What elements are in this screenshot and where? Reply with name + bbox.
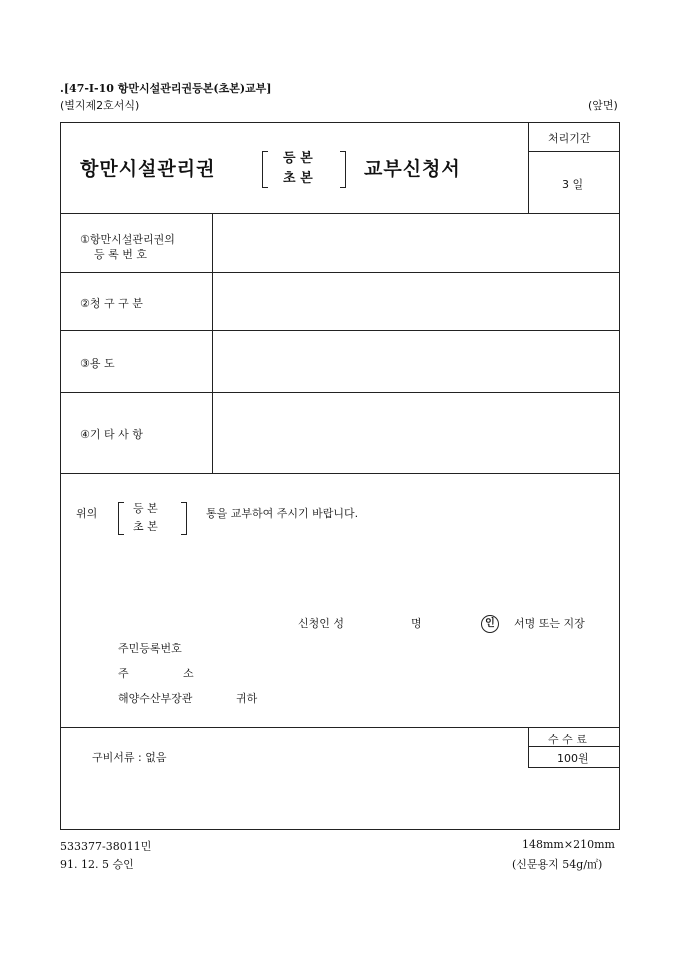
row-line-2 — [60, 272, 620, 273]
field-1-label-line2: 등 록 번 호 — [94, 248, 147, 261]
title-bracket-left — [262, 151, 268, 188]
processing-label: 처리기간 — [548, 132, 591, 145]
resident-number-label: 주민등록번호 — [118, 642, 182, 655]
row-line-4 — [60, 392, 620, 393]
footer-size: 148mm×210mm — [522, 838, 615, 851]
title-bracket-bottom: 초 본 — [283, 171, 313, 186]
address-value[interactable] — [200, 661, 500, 681]
other-notes-value[interactable] — [220, 404, 612, 462]
request-bracket-bottom: 초 본 — [133, 520, 158, 533]
field-3-label: ③용 도 — [80, 357, 115, 370]
address-label-b: 소 — [183, 667, 194, 680]
row-line-5 — [60, 473, 620, 474]
footer-approval: 91. 12. 5 승인 — [60, 858, 134, 871]
address-label-a: 주 — [118, 667, 129, 680]
form-code: .[47-I-10 항만시설관리권등본(초본)교부] — [60, 82, 272, 95]
field-4-label: ④기 타 사 항 — [80, 428, 143, 441]
seal-mark: 인 — [481, 615, 499, 633]
processing-value: 3 일 — [562, 178, 584, 191]
footer-paper: (신문용지 54g/㎡) — [512, 858, 603, 871]
request-bracket-left — [118, 502, 124, 535]
request-bracket-right — [181, 502, 187, 535]
field-column-divider — [212, 213, 213, 473]
seal-note: 서명 또는 지장 — [514, 617, 585, 630]
footer-code: 533377-38011민 — [60, 840, 152, 853]
field-2-label: ②청 구 구 분 — [80, 297, 143, 310]
resident-number-value[interactable] — [200, 636, 420, 656]
fee-value: 100원 — [557, 752, 589, 765]
request-sentence: 통을 교부하여 주시기 바랍니다. — [206, 507, 359, 520]
fee-top-line — [60, 727, 620, 728]
form-note: (별지제2호서식) — [60, 99, 140, 112]
request-prefix: 위의 — [76, 507, 98, 520]
title-bracket-right — [340, 151, 346, 188]
title-bracket-top: 등 본 — [283, 151, 313, 166]
row-line-3 — [60, 330, 620, 331]
purpose-value[interactable] — [220, 342, 612, 382]
row-line-1 — [60, 213, 620, 214]
processing-divider — [528, 151, 620, 152]
field-1-label-line1: ①항만시설관리권의 — [80, 233, 175, 246]
title-divider — [528, 122, 529, 213]
fee-label: 수 수 료 — [548, 733, 587, 746]
request-bracket-top: 등 본 — [133, 502, 158, 515]
applicant-label: 신청인 성 — [298, 617, 345, 630]
fee-left-line — [528, 727, 529, 767]
name-label: 명 — [411, 617, 422, 630]
title-left: 항만시설관리권 — [80, 158, 216, 180]
request-type-value[interactable] — [220, 282, 612, 320]
registration-number-value[interactable] — [220, 226, 612, 262]
side-note: (앞면) — [588, 99, 618, 112]
honorific: 귀하 — [236, 692, 258, 705]
title-right: 교부신청서 — [364, 158, 461, 180]
addressee: 해양수산부장관 — [118, 692, 193, 705]
fee-bottom-line — [528, 767, 620, 768]
required-documents: 구비서류 : 없음 — [92, 751, 167, 764]
